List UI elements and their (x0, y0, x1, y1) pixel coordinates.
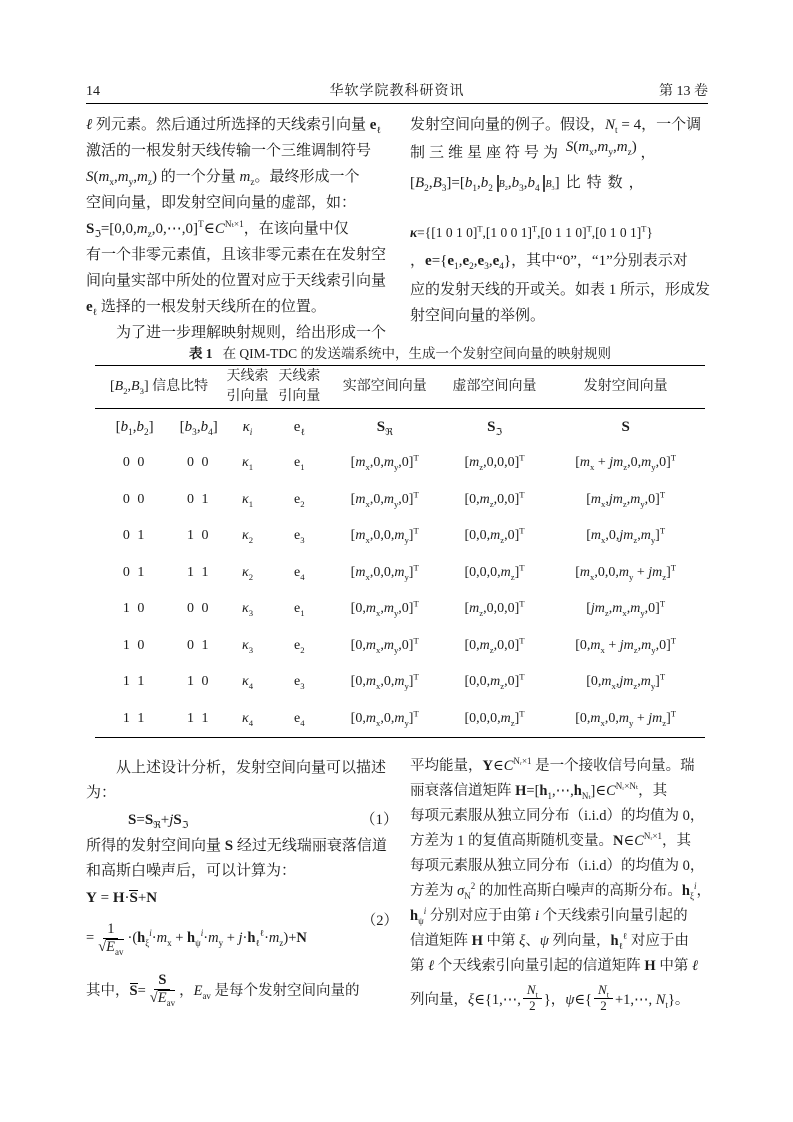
underbrace-group (512, 172, 555, 194)
cell: $[0,m_z,0,0]^T$ (464, 635, 525, 655)
formula-prefix: $[B_2,B_3]=$[ (410, 175, 465, 194)
text-line (410, 138, 730, 172)
table-row (95, 664, 705, 701)
cell: $[m_x,0,0,m_y + jm_z]^T$ (575, 562, 677, 582)
text-fragment: +1,⋯, $N_t$}。 (614, 991, 690, 1010)
spaced-text: 制三维星座符号为 (410, 145, 563, 161)
text-line: 第 ℓ 个天线索引向量引起的信道矩阵 H 中第 ℓ (410, 958, 698, 974)
fraction (148, 972, 177, 1006)
table-row (95, 591, 705, 628)
text-line: 每项元素服从独立同分布（i.i.d）的均值为 0， (410, 808, 705, 824)
brace-label: $B_3$ (545, 179, 555, 192)
cell: $\kappa_1$ (241, 491, 254, 509)
text-line: 射空间向量的举例。 (410, 308, 546, 324)
cell: 1 0 (122, 637, 147, 653)
table-caption-text: 在 QIM-TDC 的发送端系统中，生成一个发射空间向量的映射规则 (222, 346, 612, 361)
text-line: ，$e=\{e_1,e_2,e_3,e_4\}$，其中“0”，“1”分别表示对 (410, 253, 688, 272)
cell: $[m_x,0,m_y,0]^T$ (350, 489, 419, 509)
text-line: 方差为 1 的复值高斯随机变量。$N\in C^{Nᵣ\times 1}$，其 (410, 831, 691, 849)
text-line: 丽衰落信道矩阵 $H=[h_1,\cdots,h_{N_t}]\in C^{Nᵣ\times N_t}$，其 (410, 781, 668, 801)
fraction (96, 921, 125, 955)
equation-2-line-1: Y = H·S+N (86, 890, 158, 906)
fraction-numerator: S (154, 972, 170, 990)
cell: $e_1$ (294, 601, 305, 619)
table-header-row-1 (95, 366, 705, 409)
bottom-right-column (410, 754, 730, 1017)
col-header-imag-vector: 虚部空间向量 (443, 366, 547, 409)
col-subheader: $\kappa_i$ (242, 418, 253, 438)
text-line: 和高斯白噪声后，可以计算为： (86, 863, 297, 879)
equation-2-line-2 (86, 912, 398, 964)
fraction-numerator: 1 (103, 921, 118, 939)
equation-number: （1） (360, 812, 398, 828)
cell: $[m_z,0,0,0]^T$ (464, 598, 525, 619)
table-row (95, 518, 705, 555)
cell: $e_2$ (294, 491, 305, 509)
cell: $[0,m_x + jm_z,m_y,0]^T$ (575, 635, 677, 655)
equation-body: $S=S_ℜ+jS_ℑ$ (128, 812, 189, 831)
bottom-left-column (86, 756, 398, 1014)
col-subheader: $[b_3,b_4]$ (179, 418, 218, 438)
cell: $[m_x,0,m_y,0]^T$ (350, 452, 419, 473)
text-line: 平均能量，$Y\in C^{Nᵣ\times 1}$ 是一个接收信号向量。瑞 (410, 756, 695, 774)
text-line: 激活的一根发射天线传输一个三维调制符号 (86, 143, 372, 159)
text-fragment: 列向量，ξ∈{1,⋯, (410, 991, 521, 1008)
table-header-row-2 (95, 409, 705, 446)
cell: 1 1 (186, 710, 211, 726)
text-line: 信道矩阵 H 中第 ξ、ψ 列向量，$h_\ell^\ell$ 对应于由 (410, 931, 689, 951)
text-line: 有一个非零元素值，且该非零元素在在发射空 (86, 247, 387, 263)
equation-number: （2） (361, 913, 398, 929)
formula-suffix: ] (554, 175, 560, 191)
cell: $[0,0,m_z,0]^T$ (464, 525, 525, 546)
table-row (95, 701, 705, 738)
col-subheader: S (621, 418, 630, 435)
cell: $[jm_z,m_x,m_y,0]^T$ (586, 598, 666, 619)
text-fragment: 其中，S= (86, 982, 146, 999)
bit-mapping-formula (410, 172, 730, 218)
cell: $e_3$ (294, 528, 305, 546)
col-header-transmit-vector: 发射空间向量 (546, 366, 705, 409)
text-line: 方差为 $\sigma_N^2$ 的加性高斯白噪声的高斯分布。$h_\xi^i$， (410, 881, 711, 901)
cell: $e_4$ (294, 710, 305, 728)
col-subheader: $S_ℜ$ (376, 418, 393, 438)
brace-label: $B_2$ (498, 179, 508, 192)
cell: $e_3$ (294, 674, 305, 692)
col-header-antenna-index-1: 天线索引向量 (223, 366, 272, 409)
table-row (95, 555, 705, 592)
cell: $\kappa_2$ (241, 564, 254, 582)
cell: $[0,m_z,0,0]^T$ (464, 489, 525, 509)
cell: $[m_x,0,0,m_y]^T$ (350, 562, 419, 582)
cell: $e_2$ (294, 637, 305, 655)
text-fragment: ， (640, 145, 656, 161)
top-right-column (410, 112, 730, 329)
page-number: 14 (86, 84, 100, 99)
fraction-denominator: $√E_{av}$ (98, 938, 124, 957)
fraction-numerator: $N_t$ (523, 983, 542, 999)
cell: $[0,0,0,m_z]^T$ (464, 708, 525, 728)
cell: $[0,m_x,m_y,0]^T$ (350, 598, 419, 619)
cell: 1 0 (186, 528, 211, 544)
cell: 1 1 (122, 674, 147, 690)
text-line: $S_ℑ=[0,0,m_z,0,\cdots,0]^T\in C^{N_t\times 1}$，在该向量中仅 (86, 220, 349, 240)
fraction-denominator: 2 (529, 997, 536, 1013)
cell: $\kappa_3$ (241, 601, 254, 619)
text-line: 为： (86, 785, 117, 801)
volume-label: 第 13 卷 (659, 84, 708, 99)
col-header-real-vector: 实部空间向量 (327, 366, 443, 409)
mapping-rule-table (95, 344, 705, 738)
brace-content: $b_3,b_4$ (511, 175, 540, 194)
equation-body: $\cdot(h_\xi^i\cdot m_x + h_\psi^i\cdot m_y + j\cdot h_\ell^\ell\cdot m_z)+N$ (127, 927, 307, 948)
col-subheader: $[b_1,b_2]$ (115, 418, 154, 438)
cell: $[0,m_x,0,m_y + jm_z]^T$ (575, 708, 677, 728)
cell: 0 0 (186, 455, 211, 471)
cell: 0 0 (122, 491, 147, 507)
text-fragment: }，ψ∈{ (543, 991, 593, 1008)
cell: 1 0 (122, 601, 147, 617)
cell: $e_4$ (294, 564, 305, 582)
spaced-text: 比特数， (565, 175, 650, 191)
table-caption-tag: 表 1 (188, 346, 213, 361)
inline-formula: $S(m_x,m_y,m_z)$ (565, 139, 637, 158)
table-caption (95, 344, 705, 364)
cell: 0 1 (186, 491, 211, 507)
cell: 0 1 (122, 528, 147, 544)
cell: $[m_x + jm_z,0,m_y,0]^T$ (575, 452, 677, 473)
kappa-set-formula: κ={[1 0 1 0]$^T$,[1 0 0 1]$^T$,[0 1 1 0]$^T$,[0 1 0 1]$^T$} (410, 224, 653, 240)
underbrace-group (465, 172, 508, 194)
text-line: 每项元素服从独立同分布（i.i.d）的均值为 0， (410, 858, 705, 874)
cell: $[m_x,0,0,m_y]^T$ (350, 525, 419, 546)
brace-content: $b_1,b_2$ (464, 175, 493, 194)
cell: $[0,m_x,0,m_y]^T$ (350, 671, 419, 692)
text-line: 间向量实部中所处的位置对应于天线索引向量 (86, 273, 387, 289)
cell: $\kappa_1$ (241, 455, 254, 473)
text-line: ℓ 列元素。然后通过所选择的天线索引向量 $e_\ell$ (86, 117, 381, 136)
cell: $[m_z,0,0,0]^T$ (464, 452, 525, 473)
text-line: 发射空间向量的例子。假设，$N_t = 4$，一个调 (410, 117, 702, 136)
text-line: 应的发射天线的开或关。如表 1 所示，形成发 (410, 282, 711, 298)
top-left-column (86, 112, 398, 346)
cell: $\kappa_4$ (241, 674, 254, 692)
fraction-numerator: $N_t$ (594, 983, 613, 999)
col-header-info-bits: $[B_2,B_3]$ 信息比特 (95, 366, 223, 409)
cell: $[0,0,m_z,0]^T$ (464, 671, 525, 692)
text-line: $h_\psi^i$ 分别对应于由第 i 个天线索引向量引起的 (410, 906, 688, 926)
cell: 1 0 (186, 674, 211, 690)
cell: 1 1 (122, 710, 147, 726)
text-line: $S(m_x,m_y,m_z)$ 的一个分量 $m_z$。最终形成一个 (86, 169, 360, 188)
fraction (594, 983, 613, 1014)
where-clause (86, 964, 398, 1014)
journal-title: 华软学院教科研资讯 (329, 84, 465, 99)
text-line: 从上述设计分析，发射空间向量可以描述 (86, 760, 387, 776)
cell: $\kappa_3$ (241, 637, 254, 655)
col-header-antenna-index-2: 天线索引向量 (272, 366, 327, 409)
cell: $\kappa_4$ (241, 710, 254, 728)
cell: $[0,m_x,0,m_y]^T$ (350, 708, 419, 728)
running-header (86, 76, 708, 104)
text-line: 空间向量，即发射空间向量的虚部，如： (86, 195, 357, 211)
col-subheader: $S_ℑ$ (487, 418, 502, 438)
text-fragment: ，$E_{av}$ 是每个发射空间向量的 (179, 982, 360, 1001)
cell: $[m_x,0,jm_z,m_y]^T$ (586, 525, 666, 546)
formula-comma: , (507, 175, 512, 191)
fraction (523, 983, 542, 1014)
equation-1 (86, 806, 398, 834)
text-line-with-fractions (410, 979, 730, 1017)
cell: 0 0 (186, 601, 211, 617)
text-line: 所得的发射空间向量 S 经过无线瑞丽衰落信道 (86, 838, 387, 854)
table-grid (95, 365, 705, 738)
cell: $[0,0,0,m_z]^T$ (464, 562, 525, 582)
cell: 0 1 (186, 637, 211, 653)
table-row (95, 482, 705, 519)
table-row (95, 628, 705, 665)
text-line: $e_\ell$ 选择的一根发射天线所在的位置。 (86, 299, 326, 318)
cell: 0 0 (122, 455, 147, 471)
fraction-denominator: $√E_{av}$ (149, 989, 176, 1008)
cell: $[0,m_x,m_y,0]^T$ (350, 635, 419, 655)
col-subheader: $e_\ell$ (293, 418, 305, 438)
cell: $[0,m_x,jm_z,m_y]^T$ (586, 671, 666, 692)
cell: 1 1 (186, 564, 211, 580)
cell: $e_1$ (294, 455, 305, 473)
fraction-denominator: 2 (600, 997, 607, 1013)
text-line: 为了进一步理解映射规则，给出形成一个 (86, 325, 387, 341)
cell: $[m_x,jm_z,m_y,0]^T$ (586, 489, 666, 509)
table-row (95, 445, 705, 482)
cell: 0 1 (122, 564, 147, 580)
equals-sign: = (86, 929, 95, 946)
cell: $\kappa_2$ (241, 528, 254, 546)
